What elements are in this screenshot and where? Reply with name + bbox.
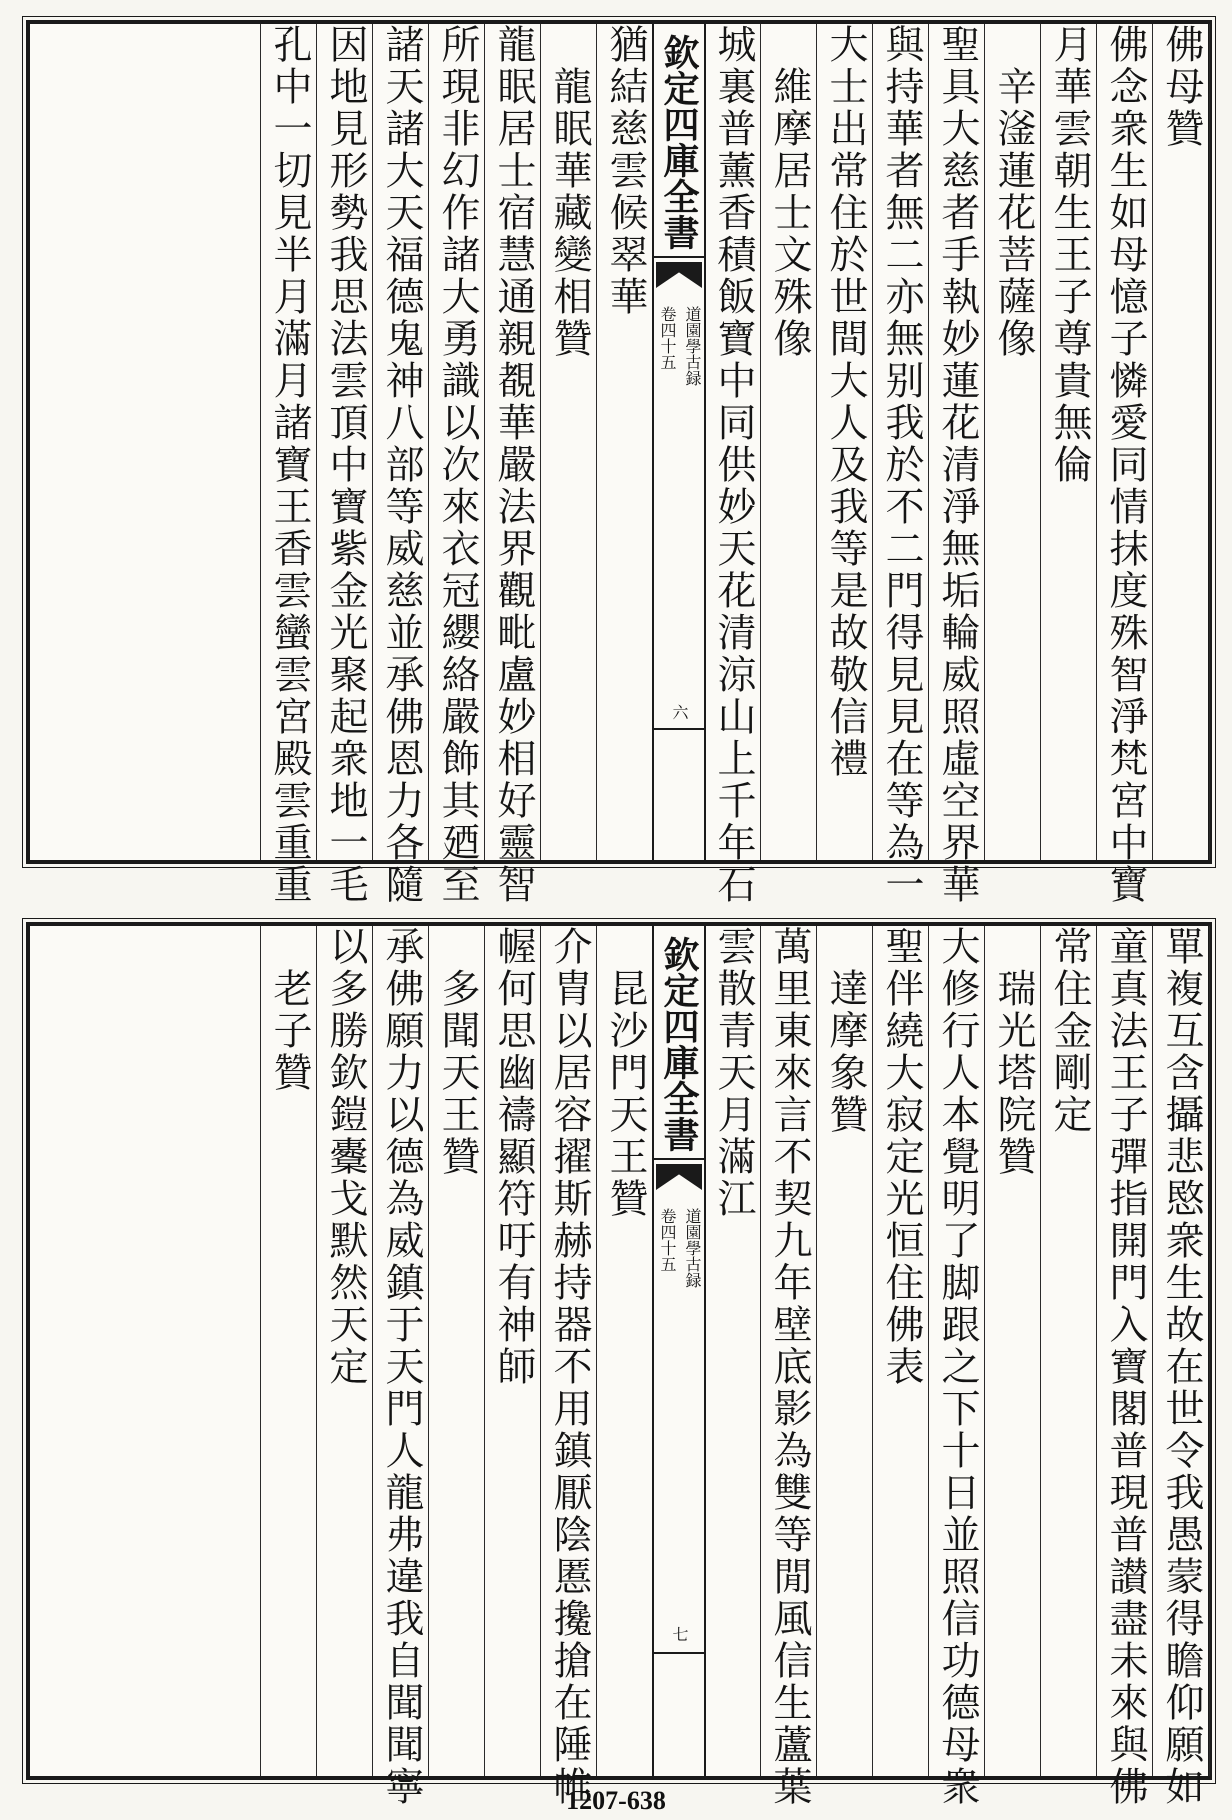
column-text: 辛滏蓮花菩薩像 <box>991 24 1036 360</box>
center-band <box>652 24 706 860</box>
text-column <box>928 24 985 906</box>
text-column <box>1040 24 1097 860</box>
text-column <box>704 926 761 1776</box>
column-text: 孔中一切見半月滿月諸寶王香雲蠻雲宮殿雲重重 <box>267 24 312 906</box>
text-column <box>984 926 1041 1776</box>
text-column <box>1152 926 1210 1808</box>
column-text: 猶結慈雲候翠華 <box>603 24 648 318</box>
text-column <box>816 926 873 1776</box>
text-column <box>372 24 429 906</box>
text-column <box>428 24 485 906</box>
column-text: 聖具大慈者手執妙蓮花清淨無垢輪威照虛空界華 <box>935 24 980 906</box>
band-divider <box>654 728 704 730</box>
page-number: 1207-638 <box>566 1786 666 1815</box>
text-column <box>596 926 653 1776</box>
column-text: 大士出常住於世間大人及我等是故敬信禮 <box>823 24 868 780</box>
fish-tail-mark <box>656 1164 702 1190</box>
column-text: 諸天諸大天福德鬼神八部等威慈並承佛恩力各隨 <box>379 24 424 906</box>
column-text: 單複互含攝悲愍衆生故在世令我愚蒙得瞻仰願如 <box>1159 926 1204 1808</box>
text-column <box>1096 24 1153 906</box>
text-column <box>872 926 929 1776</box>
band-leaf-number: 六 <box>670 704 689 720</box>
column-text: 昆沙門天王贊 <box>603 926 648 1220</box>
text-column <box>540 926 597 1808</box>
text-column <box>760 926 817 1808</box>
text-column <box>1096 926 1153 1808</box>
text-column <box>816 24 873 860</box>
text-column <box>984 24 1041 860</box>
column-text: 瑞光塔院贊 <box>991 926 1036 1178</box>
column-text: 因地見形勢我思法雲頂中寶紫金光聚起衆地一毛 <box>323 24 368 906</box>
column-text: 幄何思幽禱顯符吁有神師 <box>491 926 536 1388</box>
text-column <box>704 24 761 906</box>
column-text: 月華雲朝生王子尊貴無倫 <box>1047 24 1092 486</box>
band-leaf-number: 七 <box>670 1626 689 1642</box>
text-column <box>1152 24 1210 860</box>
text-column <box>484 926 541 1776</box>
band-title: 欽定四庫全書 <box>658 936 700 1152</box>
text-column <box>596 24 653 860</box>
text-column <box>428 926 485 1776</box>
band-divider <box>654 256 704 258</box>
column-text: 城裏普薰香積飯寶中同供妙天花清涼山上千年石 <box>711 24 756 906</box>
text-column <box>540 24 597 860</box>
text-column <box>484 24 541 906</box>
column-text: 萬里東來言不契九年壁底影為雙等閒風信生蘆葉 <box>767 926 812 1808</box>
band-title: 欽定四庫全書 <box>658 34 700 250</box>
fish-tail-mark <box>656 262 702 288</box>
column-text: 常住金剛定 <box>1047 926 1092 1136</box>
column-text: 達摩象贊 <box>823 926 868 1136</box>
text-column <box>760 24 817 860</box>
band-book-title: 道園學古録 <box>683 306 702 386</box>
column-text: 龍眠居士宿慧通親覩華嚴法界觀毗盧妙相好靈智 <box>491 24 536 906</box>
column-text: 維摩居士文殊像 <box>767 24 812 360</box>
column-text: 佛母贊 <box>1159 24 1204 150</box>
text-column <box>372 926 429 1808</box>
text-column <box>1040 926 1097 1776</box>
band-book-title: 道園學古録 <box>683 1208 702 1288</box>
column-text: 雲散青天月滿江 <box>711 926 756 1220</box>
band-volume: 卷四十五 <box>658 1208 677 1272</box>
text-column <box>316 926 373 1776</box>
band-divider <box>654 1652 704 1654</box>
column-text: 與持華者無二亦無别我於不二門得見見在等為一 <box>879 24 924 906</box>
column-text: 佛念衆生如母憶子憐愛同情抹度殊智淨梵宮中寶 <box>1103 24 1148 906</box>
column-text: 童真法王子彈指開門入寶閣普現普讃盡未來與佛 <box>1103 926 1148 1808</box>
text-column <box>928 926 985 1808</box>
column-text: 以多勝欽鎧櫜戈默然天定 <box>323 926 368 1388</box>
column-text: 介胄以居容擢斯赫持器不用鎮厭陰慝攙搶在陲帷 <box>547 926 592 1808</box>
band-divider <box>654 1158 704 1160</box>
column-text: 龍眠華藏變相贊 <box>547 24 592 360</box>
top-page-frame <box>26 20 1212 906</box>
column-text: 多聞天王贊 <box>435 926 480 1178</box>
column-text: 承佛願力以德為威鎮于天門人龍弗違我自聞聞寧 <box>379 926 424 1808</box>
text-column <box>316 24 373 906</box>
column-text: 老子贊 <box>267 926 312 1094</box>
text-column <box>260 926 317 1776</box>
band-volume: 卷四十五 <box>658 306 677 370</box>
text-column <box>260 24 317 906</box>
center-band <box>652 926 706 1776</box>
text-column <box>872 24 929 906</box>
column-text: 大修行人本覺明了脚跟之下十日並照信功德母衆 <box>935 926 980 1808</box>
column-text: 所現非幻作諸大勇識以次來衣冠纓絡嚴飾其廼至 <box>435 24 480 906</box>
column-text: 聖伴繞大寂定光恒住佛表 <box>879 926 924 1388</box>
